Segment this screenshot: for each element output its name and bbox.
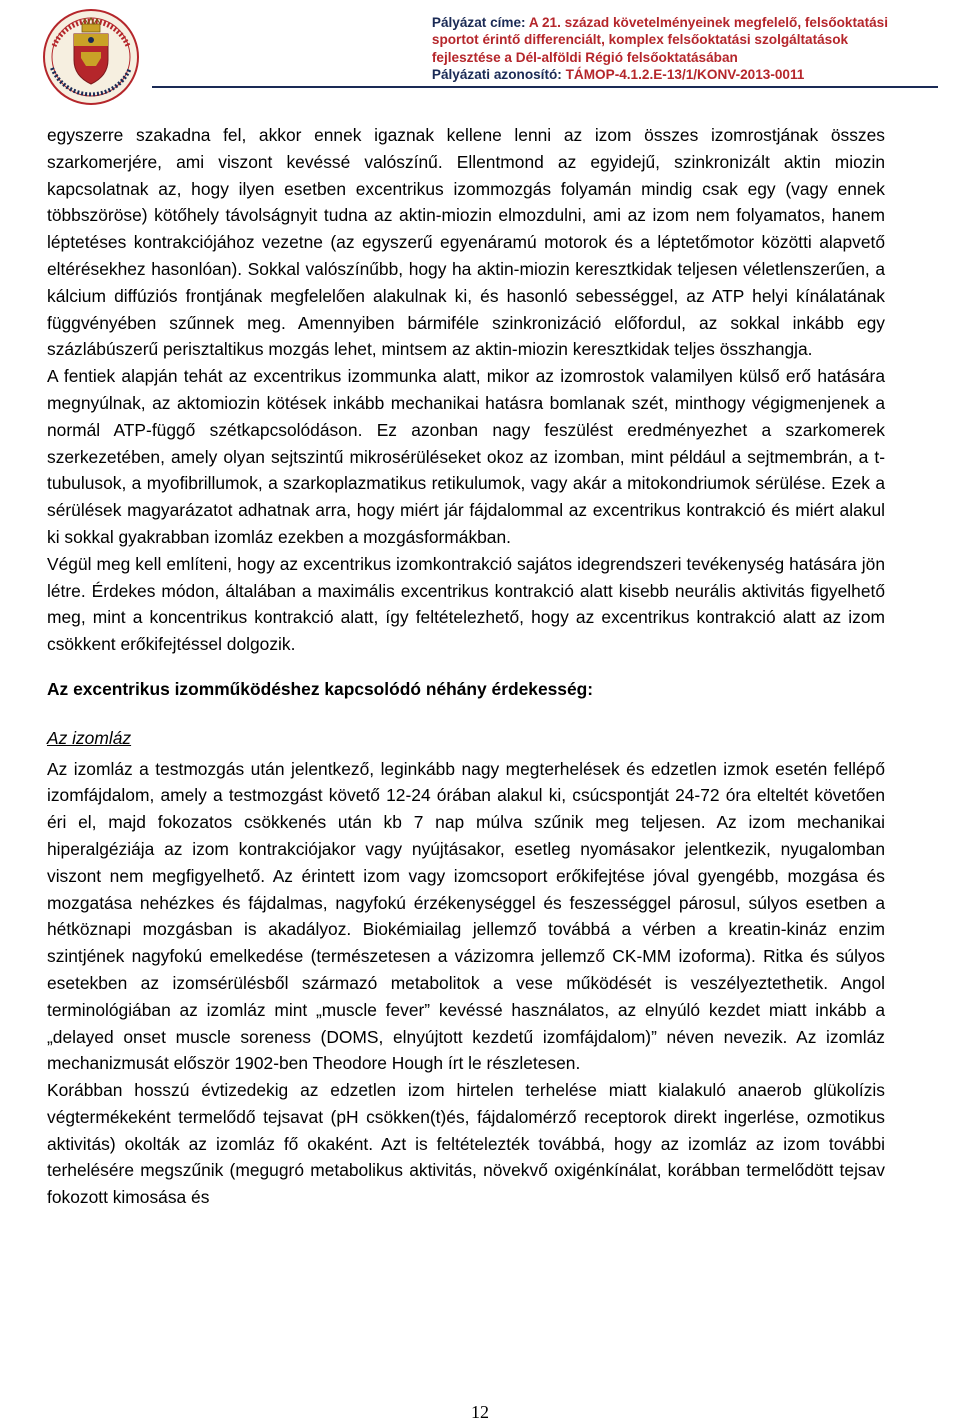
page-header [0, 0, 960, 112]
university-seal-logo [38, 8, 144, 106]
paragraph-2: A fentiek alapján tehát az excentrikus izommunka alatt, mikor az izomrostok valamilyen külső erő hatására megnyúlnak, az aktomiozin kötések inkább mechanikai hatásra bomlanak szét, minthogy végigmenjenek a normál ATP-függő szétkapcsolódáson. Ez azonban nagy feszülést eredményezhet a szarkomerek szerkezetében, amely olyan sejtszintű mikrosérüléseket okoz az izomban, mint például a sejtmembrán, a t-tubulusok, a myofibrillumok, a szarkoplazmatikus retikulumok, vagy akár a mitokondriumok sérülése. Ezek a sérülések magyarázatot adhatnak arra, hogy miért jár fájdalommal az excentrikus kontrakció és miért alakul ki sokkal gyakrabban izomláz ezekben a mozgásformákban. [47, 366, 885, 547]
project-id-line [432, 66, 888, 83]
paragraph-1: egyszerre szakadna fel, akkor ennek igaznak kellene lenni az izom összes izomrostjának összes szarkomerjére, ami viszont kevéssé valószínű. Ellentmond az egyidejű, szinkronizált aktin miozin kapcsolatnak az, hogy ilyen esetben excentrikus izommozgás folyamán mindig csak egy (vagy ennek többszöröse) kötőhely távolságnyit tudna az aktin-miozin elmozdulni, ami az izom nem folyamatos, hanem léptetéses kontrakciójához vezetne (az egyszerű egyenáramú motorok és a léptetőmotor közötti alapvető eltérésekhez hasonlóan). Sokkal valószínűbb, hogy ha aktin-miozin keresztkidak teljesen véletlenszerűen, a kálcium diffúziós frontjának megfelelően alakulnak ki, és hasonló sebességgel, az ATP helyi kínálatának függvényében szűnnek meg. Amennyiben bármiféle szinkronizáció előfordul, az sokkal inkább egy százlábúszerű perisztaltikus mozgás lehet, mintsem az aktin-miozin keresztkidak teljes összhangja. [47, 125, 885, 360]
header-divider [152, 86, 938, 88]
project-title-line-1 [432, 14, 888, 31]
subsection-heading: Az izomláz [47, 727, 132, 748]
section-heading: Az excentrikus izomműködéshez kapcsolódó néhány érdekesség: [47, 678, 594, 699]
document-body [47, 122, 885, 1211]
project-title-text-1: A 21. század követelményeinek megfelelő, felsőoktatási [525, 15, 888, 30]
project-title-line-3: fejlesztése a Dél-alföldi Régió felsőoktatásában [431, 49, 738, 65]
project-info [432, 14, 888, 84]
paragraph-3: Végül meg kell említeni, hogy az excentrikus izomkontrakció sajátos idegrendszeri tevékenység hatására jön létre. Érdekes módon, általában a maximális excentrikus kontrakció alatt kisebb neurális aktivitás figyelhető meg, mint a koncentrikus kontrakció alatt, így feltételezhető, hogy az excentrikus kontrakció alatt az izom csökkent erőkifejtéssel dolgozik. [47, 553, 885, 655]
project-title-label: Pályázat címe: [431, 15, 526, 30]
paragraph-4: Az izomláz a testmozgás után jelentkező, leginkább nagy megterhelések és edzetlen izmok esetén fellépő izomfájdalom, amely a testmozgást követő 12-24 órában alakul ki, csúcspontját 24-72 óra elteltét követően éri el, majd fokozatos csökkenés után kb 7 nap múlva szűnik meg teljesen. Az izom mechanikai hiperalgéziája az izom kontrakciójakor vagy nyújtásakor, esetleg nyomásakor jelentkezik, nyugalomban viszont nem megfigyelhető. Az érintett izom vagy izomcsoport erőkifejtése jóval gyengébb, mozgása és mozgatása nehézkes és fájdalmas, nagyfokú érzékenységgel és feszességgel párosul, súlyos esetben a hétköznapi mozgásban is akadályoz. Biokémiailag jellemző továbbá a vérben a kreatin-kináz enzim szintjének nagyfokú emelkedése (természetesen a vázizomra jellemző CK-MM izoforma). Ritka és súlyos esetekben az izomsérülésből származó metabolitok a vese működését is veszélyeztethetik. Angol terminológiában az izomláz mint „muscle fever” kevéssé használatos, az elnyúló kezdet miatt inkább a „delayed onset muscle soreness (DOMS, elnyújtott kezdetű izomfájdalom)” néven nevezik. Az izomláz mechanizmusát először 1902-ben Theodore Hough írt le részletesen. [47, 758, 885, 1074]
project-title-line-2: sportot érintő differenciált, komplex felsőoktatási szolgáltatások [431, 32, 849, 48]
project-id-label: Pályázati azonosító: [431, 67, 562, 83]
paragraph-5: Korábban hosszú évtizedekig az edzetlen izom hirtelen terhelése miatt kialakuló anaerob glükolízis végtermékeként termelődő tejsavat (pH csökken(t)és, fájdalomérző receptorok direkt ingerlése, ozmotikus aktivitás) okolták az izomláz fő okaként. Azt is feltételezték továbbá, hogy az izomláz az izom további terhelésére megszűnik (megugró metabolikus aktivitás, növekvő oxigénkínálat, korábban termelődött tejsav fokozott kimosása és [47, 1080, 885, 1208]
page-number: 12 [471, 1402, 489, 1422]
project-id-value: TÁMOP-4.1.2.E-13/1/KONV-2013-0011 [561, 67, 805, 83]
